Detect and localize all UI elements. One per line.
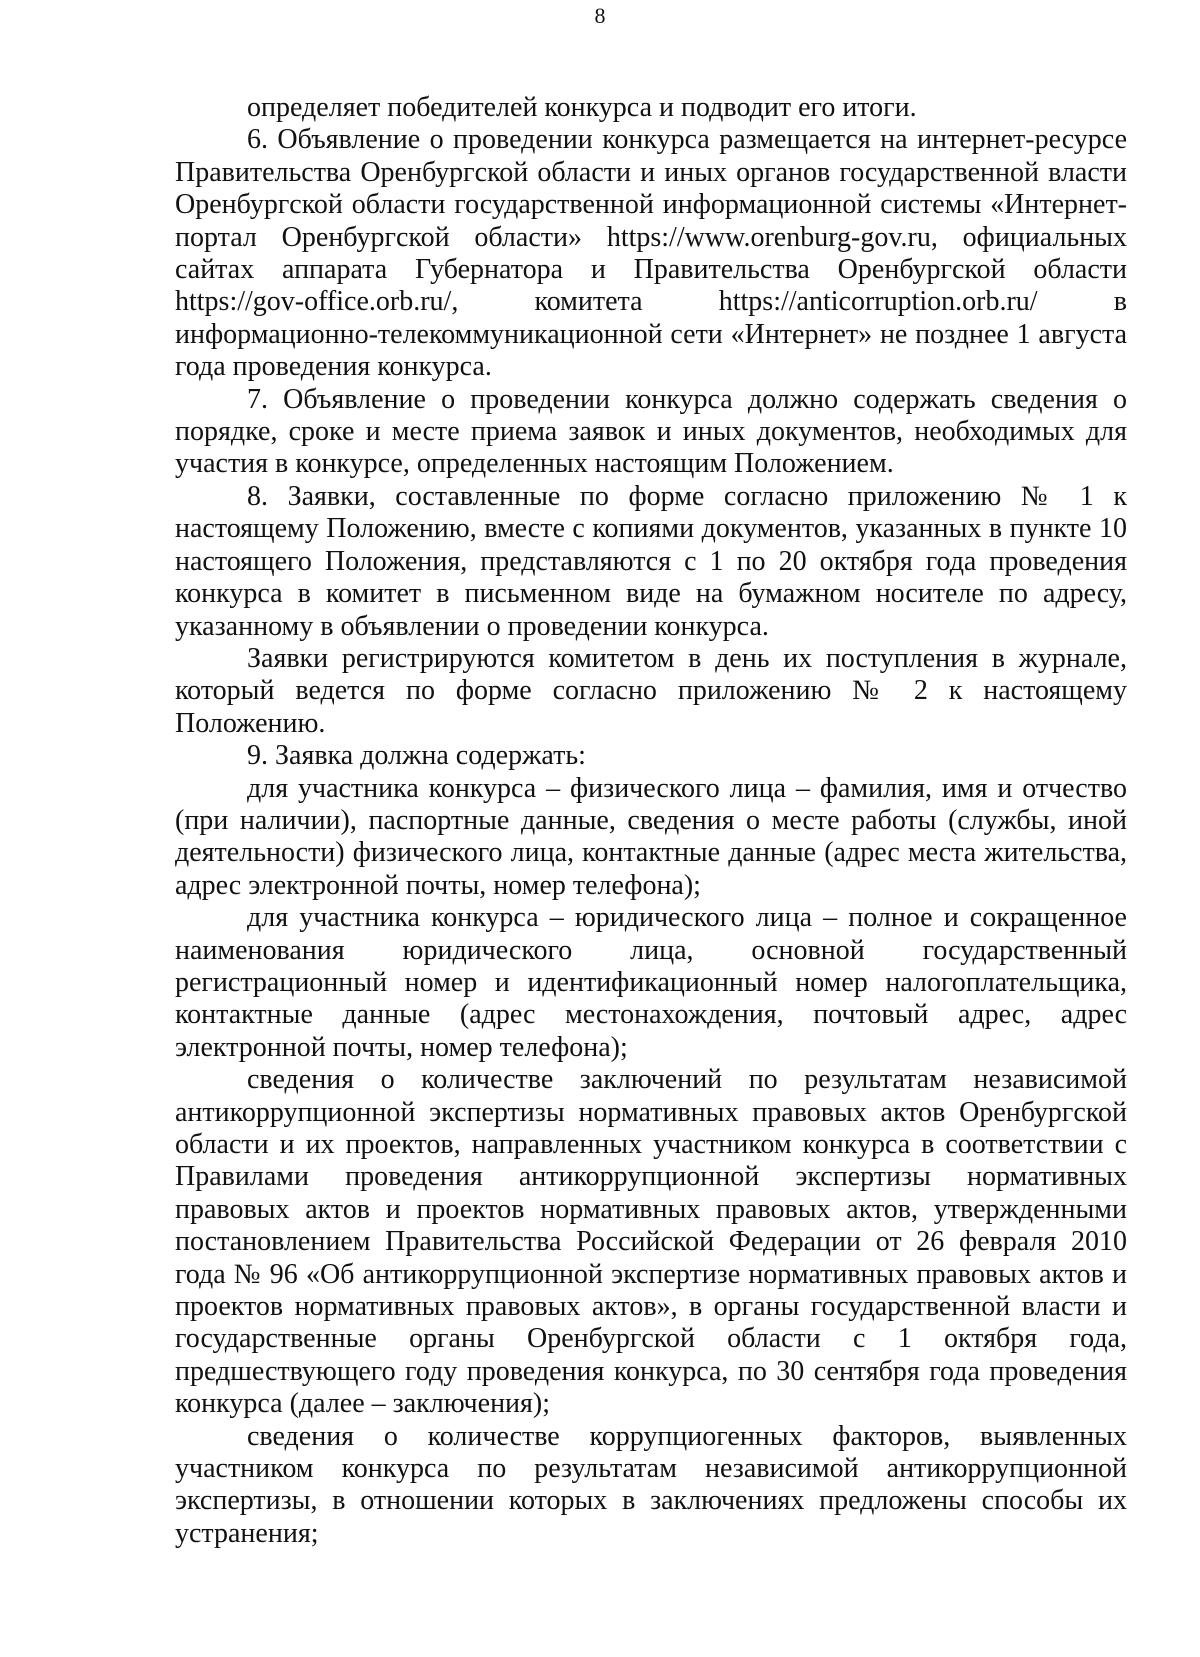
- document-body: [175, 92, 1127, 1550]
- paragraph-6-announcement-placement: 6. Объявление о проведении конкурса размещается на интернет-ресурсе Правительства Оренбургской области и иных органов государственной власти Оренбургской области государственной информационной системы «Интернет-портал Оренбургской области» https://www.orenburg-gov.ru, официальных сайтах аппарата Губернатора и Правительства Оренбургской области https://gov-office.orb.ru/, комитета https://anticorruption.orb.ru/ в информационно-телекоммуникационной сети «Интернет» не позднее 1 августа года проведения конкурса.: [175, 124, 1127, 383]
- paragraph-9-application-must-contain: 9. Заявка должна содержать:: [247, 740, 586, 772]
- paragraph-final-results: определяет победителей конкурса и подводит его итоги.: [247, 92, 917, 123]
- paragraph-individual-participant: для участника конкурса – физического лица – фамилия, имя и отчество (при наличии), паспортные данные, сведения о месте работы (службы, иной деятельности) физического лица, контактные данные (адрес места жительства, адрес электронной почты, номер телефона);: [175, 772, 1127, 901]
- paragraph-legal-entity-participant: для участника конкурса – юридического лица – полное и сокращенное наименования юридического лица, основной государственный регистрационный номер и идентификационный номер налогоплательщика, контактные данные (адрес местонахождения, почтовый адрес, адрес электронной почты, номер телефона);: [175, 902, 1127, 1063]
- paragraph-8-applications: 8. Заявки, составленные по форме согласно приложению № 1 к настоящему Положению, вместе с копиями документов, указанных в пункте 10 настоящего Положения, представляются с 1 по 20 октября года проведения конкурса в комитет в письменном виде на бумажном носителе по адресу, указанному в объявлении о проведении конкурса.: [175, 480, 1127, 642]
- paragraph-applications-registration: Заявки регистрируются комитетом в день их поступления в журнале, который ведется по форме согласно приложению № 2 к настоящему Положению.: [175, 642, 1127, 739]
- page-number: 8: [594, 3, 606, 28]
- paragraph-corruption-factors: сведения о количестве коррупциогенных факторов, выявленных участником конкурса по результатам независимой антикоррупционной экспертизы, в отношении которых в заключениях предложены способы их устранения;: [175, 1420, 1127, 1549]
- paragraph-conclusions-count: сведения о количестве заключений по результатам независимой антикоррупционной экспертизы нормативных правовых актов Оренбургской области и их проектов, направленных участником конкурса в соответствии с Правилами проведения антикоррупционной экспертизы нормативных правовых актов и проектов нормативных правовых актов, утвержденными постановлением Правительства Российской Федерации от 26 февраля 2010 года № 96 «Об антикоррупционной экспертизе нормативных правовых актов и проектов нормативных правовых актов», в органы государственной власти и государственные органы Оренбургской области с 1 октября года, предшествующего году проведения конкурса, по 30 сентября года проведения конкурса (далее – заключения);: [175, 1064, 1127, 1420]
- paragraph-7-announcement-content: 7. Объявление о проведении конкурса должно содержать сведения о порядке, сроке и месте приема заявок и иных документов, необходимых для участия в конкурсе, определенных настоящим Положением.: [175, 383, 1127, 480]
